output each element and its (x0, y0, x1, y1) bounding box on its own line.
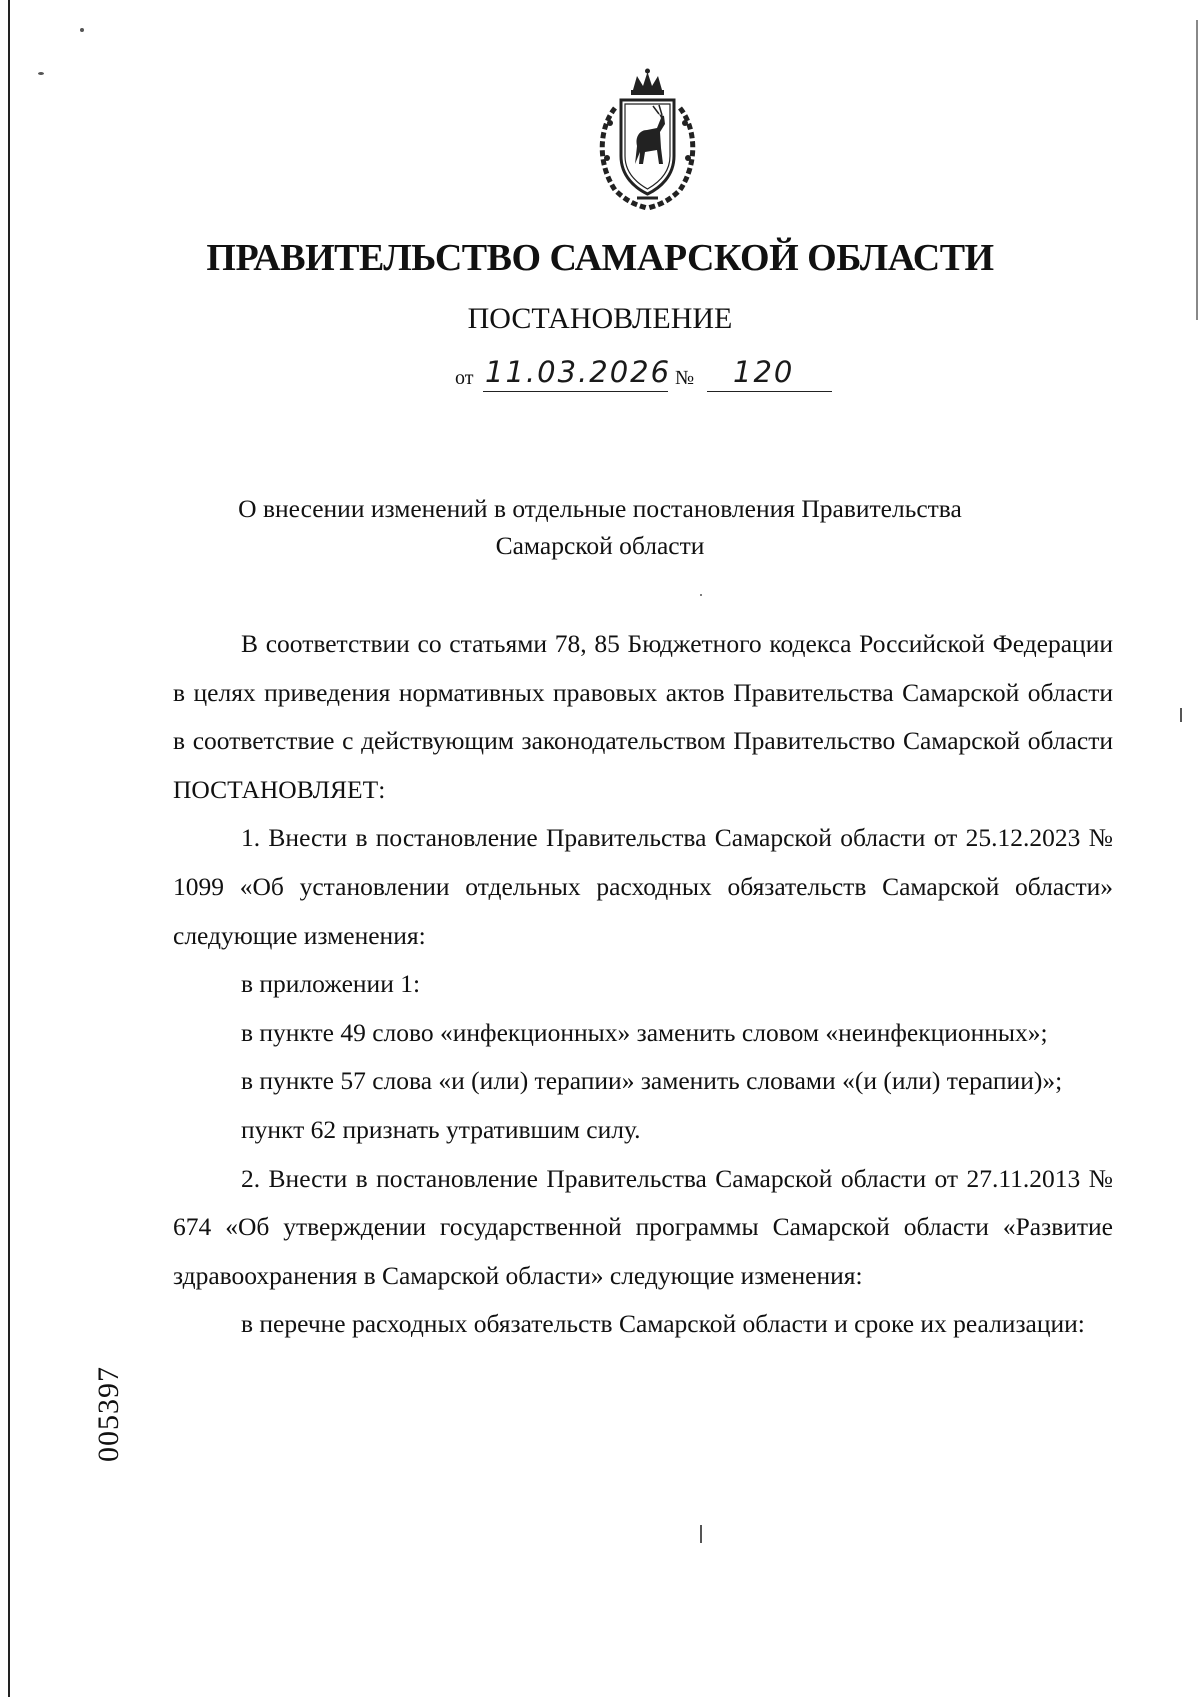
date-blank (483, 355, 672, 392)
item-1-appendix: в приложении 1: (241, 969, 421, 999)
item-1-point-57: в пункте 57 слова «и (или) терапии» заменить словами «(и (или) терапии)»; (241, 1066, 1063, 1096)
subject-line-1: О внесении изменений в отдельные постановления Правительства (238, 494, 962, 523)
item-1-point-49: в пункте 49 слово «инфекционных» заменить словом «неинфекционных»; (241, 1017, 1048, 1047)
document-type: ПОСТАНОВЛЕНИЕ (467, 302, 733, 335)
preamble-paragraph: В соответствии со статьями 78, 85 Бюджетного кодекса Российской Федерации в целях приведения нормативных правовых актов Правительства Самарской области в соответствие с действующим законодательством Правительство Самарской области ПОСТАНОВЛЯЕТ: (173, 629, 1113, 804)
organization-title: ПРАВИТЕЛЬСТВО САМАРСКОЙ ОБЛАСТИ (206, 237, 994, 279)
samara-coat-of-arms-icon (585, 68, 710, 210)
document-body (173, 620, 1113, 1349)
margin-stamp-number: 005397 (92, 1366, 125, 1462)
item-2-paragraph: 2. Внести в постановление Правительства Самарской области от 27.11.2013 № 674 «Об утверждении государственной программы Самарской области «Развитие здравоохранения в Самарской области» следующие изменения: (173, 1163, 1113, 1290)
date-number-line (455, 356, 855, 396)
scan-speck (700, 594, 702, 596)
number-blank (707, 355, 832, 392)
handwritten-date: 11.03.2026 (485, 355, 672, 389)
scan-speck (1180, 708, 1182, 722)
item-1-paragraph: 1. Внести в постановление Правительства Самарской области от 25.12.2023 № 1099 «Об установлении отдельных расходных обязательств Самарской области» следующие изменения: (173, 823, 1113, 950)
number-label: № (675, 367, 695, 389)
scan-speck (80, 28, 84, 32)
date-label: от (455, 367, 474, 389)
item-2-list: в перечне расходных обязательств Самарской области и сроке их реализации: (241, 1309, 1085, 1339)
subject-line-2: Самарской области (495, 531, 705, 560)
handwritten-number: 120 (733, 355, 795, 389)
scan-speck (700, 1525, 702, 1543)
document-subject (0, 490, 1200, 564)
item-1-point-62: пункт 62 признать утратившим силу. (241, 1114, 641, 1144)
scan-speck (38, 72, 44, 75)
